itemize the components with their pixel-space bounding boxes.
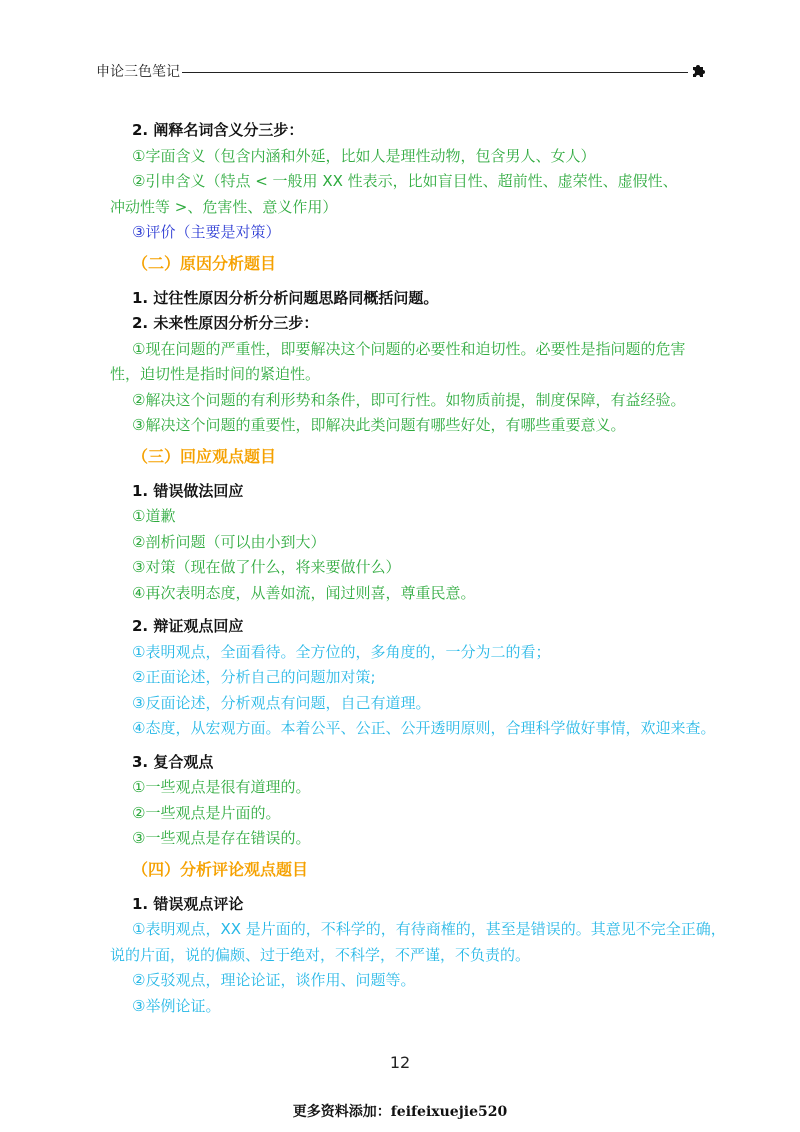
list-item: ①字面含义（包含内涵和外延，比如人是理性动物，包含男人、女人） (132, 146, 596, 165)
subheading: 1. 错误观点评论 (132, 894, 244, 913)
list-item: ②一些观点是片面的。 (132, 803, 281, 822)
list-item-continuation: 性，迫切性是指时间的紧迫性。 (110, 365, 321, 383)
header-rule (182, 72, 688, 73)
list-item: ③解决这个问题的重要性，即解决此类问题有哪些好处，有哪些重要意义。 (132, 416, 626, 434)
list-item: ③举例论证。 (132, 996, 221, 1015)
list-item-continuation: 冲动性等 >、危害性、意义作用） (110, 197, 338, 216)
document-body (110, 118, 726, 1019)
list-item: ②正面论述，分析自己的问题加对策; (132, 668, 376, 686)
header-title: 申论三色笔记 (96, 64, 180, 80)
list-item: ④再次表明态度，从善如流，闻过则喜，尊重民意。 (132, 583, 476, 602)
list-item: ①表明观点，全面看待。全方位的，多角度的，一分为二的看； (132, 642, 551, 661)
section-heading: （三）回应观点题目 (132, 446, 277, 466)
list-item-continuation: 说的片面，说的偏颇、过于绝对，不科学，不严谨，不负责的。 (110, 945, 531, 964)
list-item: ③对策（现在做了什么，将来要做什么） (132, 558, 401, 576)
subheading: 2. 阐释名词含义分三步： (132, 121, 304, 139)
list-item: ①一些观点是很有道理的。 (132, 778, 311, 796)
list-item: ②剖析问题（可以由小到大） (132, 532, 326, 551)
list-item: ④态度，从宏观方面。本着公平、公正、公开透明原则，合理科学做好事情，欢迎来查。 (132, 719, 716, 737)
subheading: 3. 复合观点 (132, 752, 214, 771)
list-item: ①现在问题的严重性，即要解决这个问题的必要性和迫切性。必要性是指问题的危害 (132, 339, 686, 358)
section-heading: （四）分析评论观点题目 (132, 859, 309, 879)
subheading: 2. 辩证观点回应 (132, 617, 244, 635)
page-number: 12 (389, 1053, 411, 1072)
list-item: ②解决这个问题的有利形势和条件，即可行性。如物质前提，制度保障，有益经验。 (132, 390, 686, 409)
subheading: 1. 过往性原因分析分析问题思路同概括问题。 (132, 288, 439, 307)
subheading: 2. 未来性原因分析分三步： (132, 314, 319, 332)
list-item: ③评价（主要是对策） (132, 223, 281, 241)
list-item: ②反驳观点，理论论证，谈作用、问题等。 (132, 971, 416, 989)
list-item: ①道歉 (132, 507, 176, 525)
list-item: ①表明观点，XX 是片面的，不科学的，有待商榷的，甚至是错误的。其意见不完全正确， (132, 920, 726, 938)
list-item: ②引申含义（特点 < 一般用 XX 性表示，比如盲目性、超前性、虚荣性、虚假性、 (132, 172, 678, 190)
list-item: ③一些观点是存在错误的。 (132, 829, 311, 847)
list-item: ③反面论述，分析观点有问题，自己有道理。 (132, 693, 431, 712)
subheading: 1. 错误做法回应 (132, 481, 244, 500)
section-heading: （二）原因分析题目 (132, 253, 277, 273)
page-header (96, 62, 706, 82)
puzzle-piece-icon (690, 63, 706, 79)
footer-note: 更多资料添加：feifeixuejie520 (292, 1104, 508, 1120)
